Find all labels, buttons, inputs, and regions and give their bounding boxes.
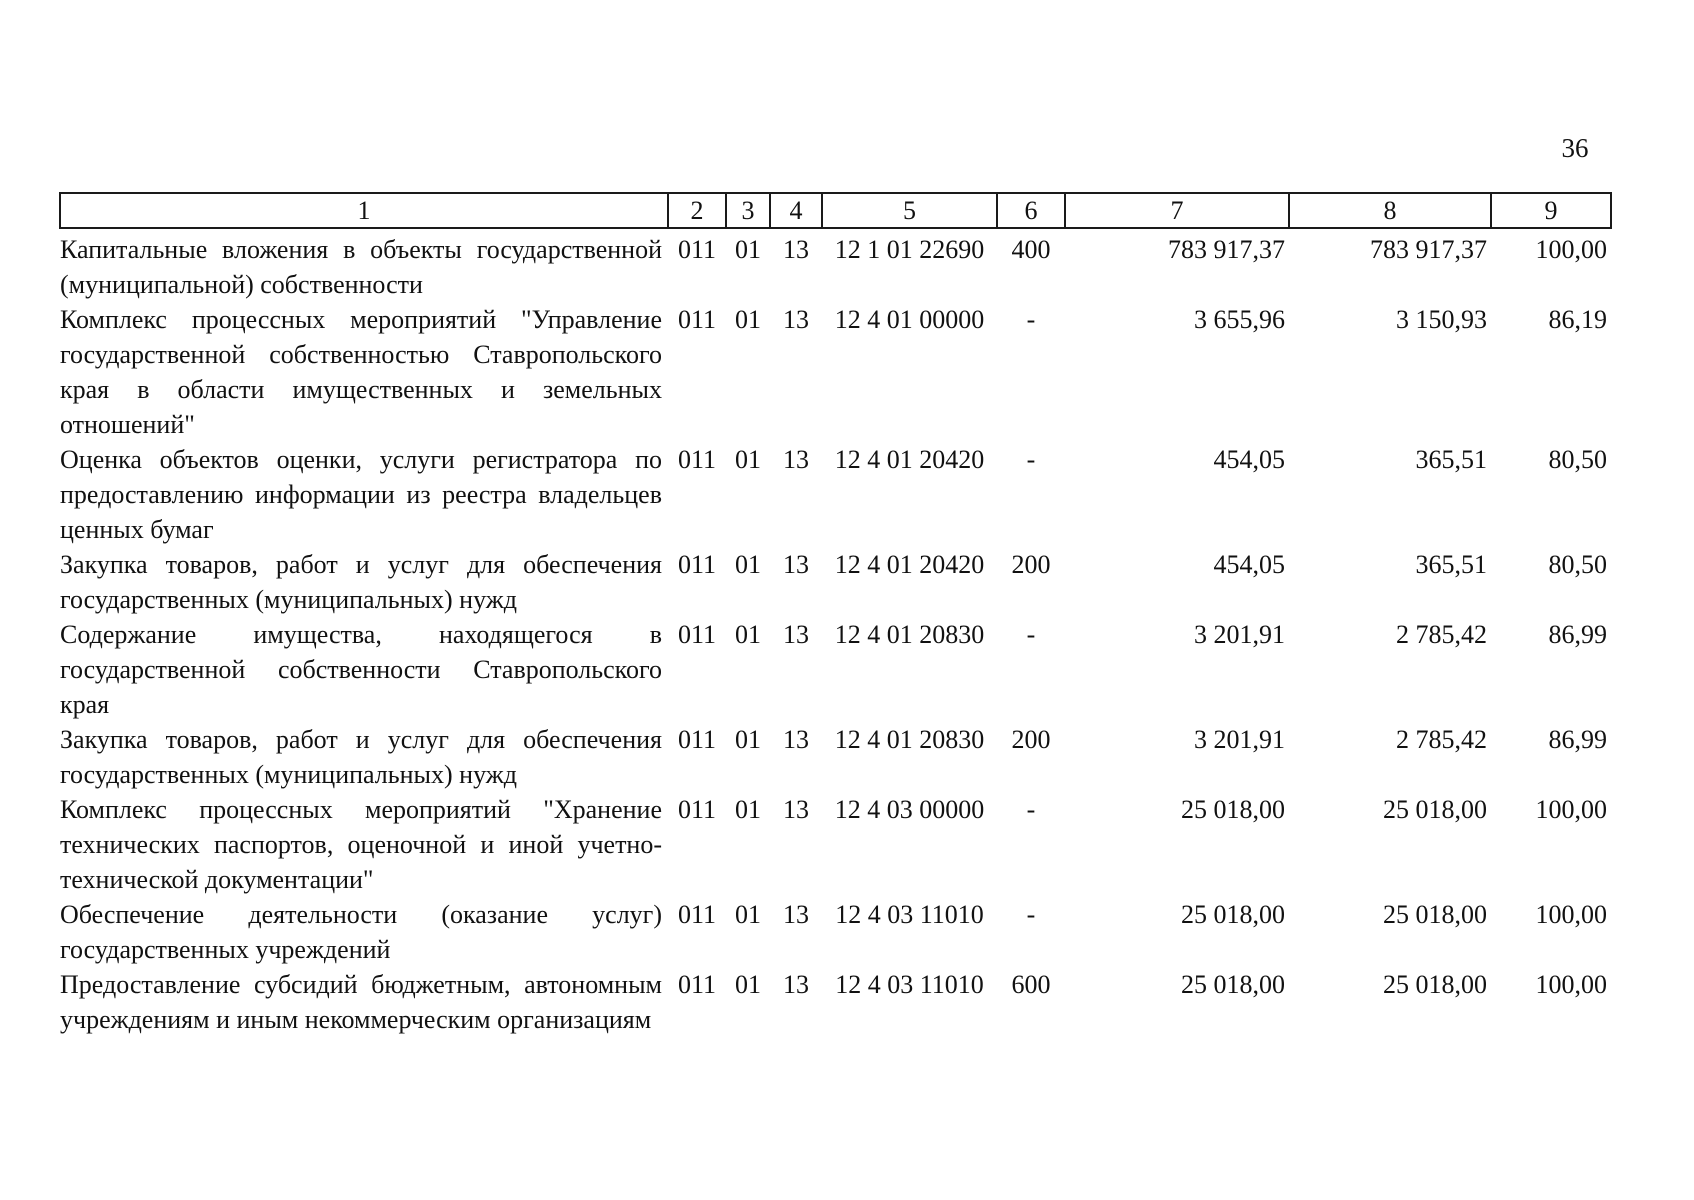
- row-name: Комплекс процессных мероприятий "Хранение технических паспортов, оценочной и иной учетно-технической документации": [60, 795, 662, 894]
- row-planned: 454,05: [1213, 445, 1285, 474]
- row-section: 01: [735, 795, 761, 824]
- row-name: Закупка товаров, работ и услуг для обеспечения государственных (муниципальных) нужд: [60, 550, 662, 614]
- column-header: 1: [60, 193, 668, 228]
- row-executed: 25 018,00: [1383, 970, 1487, 999]
- row-admin-code: 011: [677, 795, 717, 824]
- row-executed: 365,51: [1415, 445, 1487, 474]
- row-admin-code: 011: [677, 620, 717, 649]
- row-planned: 454,05: [1213, 550, 1285, 579]
- row-percent: 100,00: [1535, 795, 1607, 824]
- row-executed: 2 785,42: [1396, 725, 1487, 754]
- budget-table: [59, 192, 1612, 1037]
- row-planned: 3 201,91: [1194, 620, 1285, 649]
- row-section: 01: [735, 235, 761, 264]
- row-expense-type: 200: [1011, 725, 1051, 754]
- row-executed: 2 785,42: [1396, 620, 1487, 649]
- column-header: 4: [770, 193, 822, 228]
- row-name: Оценка объектов оценки, услуги регистратора по предоставлению информации из реестра владельцев ценных бумаг: [60, 445, 662, 544]
- row-target-article: 12 4 01 20420: [834, 550, 985, 579]
- row-expense-type: 600: [1011, 970, 1051, 999]
- row-executed: 365,51: [1415, 550, 1487, 579]
- row-name: Капитальные вложения в объекты государственной (муниципальной) собственности: [60, 235, 662, 299]
- row-target-article: 12 4 03 11010: [835, 900, 984, 929]
- row-executed: 3 150,93: [1396, 305, 1487, 334]
- row-executed: 783 917,37: [1370, 235, 1487, 264]
- row-admin-code: 011: [677, 445, 717, 474]
- row-expense-type: -: [1026, 620, 1036, 649]
- row-name: Содержание имущества, находящегося в государственной собственности Ставропольского края: [60, 620, 662, 719]
- row-section: 01: [735, 725, 761, 754]
- row-subsection: 13: [783, 235, 809, 264]
- row-planned: 25 018,00: [1181, 970, 1285, 999]
- table-row: [60, 722, 1611, 792]
- row-planned: 25 018,00: [1181, 900, 1285, 929]
- row-section: 01: [735, 900, 761, 929]
- row-subsection: 13: [783, 445, 809, 474]
- row-percent: 100,00: [1535, 235, 1607, 264]
- row-target-article: 12 4 01 20830: [834, 725, 985, 754]
- row-name: Обеспечение деятельности (оказание услуг) государственных учреждений: [60, 900, 662, 964]
- row-section: 01: [735, 620, 761, 649]
- column-header: 6: [997, 193, 1065, 228]
- row-percent: 100,00: [1535, 900, 1607, 929]
- header-row: [60, 193, 1611, 228]
- row-target-article: 12 4 03 00000: [834, 795, 985, 824]
- row-expense-type: -: [1026, 900, 1036, 929]
- row-subsection: 13: [783, 970, 809, 999]
- table-row: [60, 967, 1611, 1037]
- row-subsection: 13: [783, 620, 809, 649]
- row-planned: 3 201,91: [1194, 725, 1285, 754]
- row-section: 01: [735, 550, 761, 579]
- row-executed: 25 018,00: [1383, 795, 1487, 824]
- row-target-article: 12 4 03 11010: [835, 970, 984, 999]
- row-expense-type: -: [1026, 795, 1036, 824]
- page-number: 36: [1561, 133, 1589, 163]
- row-admin-code: 011: [677, 305, 717, 334]
- table-row: [60, 302, 1611, 442]
- row-section: 01: [735, 445, 761, 474]
- row-expense-type: 200: [1011, 550, 1051, 579]
- row-name: Закупка товаров, работ и услуг для обеспечения государственных (муниципальных) нужд: [60, 725, 662, 789]
- row-subsection: 13: [783, 795, 809, 824]
- row-target-article: 12 4 01 00000: [834, 305, 985, 334]
- column-header: 3: [726, 193, 770, 228]
- row-section: 01: [735, 305, 761, 334]
- table-row: [60, 442, 1611, 547]
- row-percent: 86,99: [1548, 725, 1607, 754]
- row-admin-code: 011: [677, 235, 717, 264]
- row-admin-code: 011: [677, 550, 717, 579]
- table-row: [60, 897, 1611, 967]
- row-admin-code: 011: [677, 725, 717, 754]
- row-executed: 25 018,00: [1383, 900, 1487, 929]
- row-percent: 80,50: [1548, 445, 1607, 474]
- row-section: 01: [735, 970, 761, 999]
- row-percent: 100,00: [1535, 970, 1607, 999]
- table-row: [60, 617, 1611, 722]
- table-row: [60, 547, 1611, 617]
- row-subsection: 13: [783, 550, 809, 579]
- table-row: [60, 792, 1611, 897]
- row-admin-code: 011: [677, 900, 717, 929]
- row-expense-type: 400: [1011, 235, 1051, 264]
- column-header: 8: [1289, 193, 1491, 228]
- table-row: [60, 228, 1611, 302]
- row-subsection: 13: [783, 900, 809, 929]
- column-header: 2: [668, 193, 726, 228]
- row-percent: 86,99: [1548, 620, 1607, 649]
- row-expense-type: -: [1026, 305, 1036, 334]
- row-expense-type: -: [1026, 445, 1036, 474]
- row-planned: 3 655,96: [1194, 305, 1285, 334]
- row-subsection: 13: [783, 725, 809, 754]
- row-target-article: 12 1 01 22690: [834, 235, 985, 264]
- row-name: Предоставление субсидий бюджетным, автономным учреждениям и иным некоммерческим организациям: [60, 970, 662, 1034]
- column-header: 5: [822, 193, 997, 228]
- column-header: 9: [1491, 193, 1611, 228]
- row-planned: 783 917,37: [1168, 235, 1285, 264]
- column-header: 7: [1065, 193, 1289, 228]
- row-name: Комплекс процессных мероприятий "Управление государственной собственностью Ставропольского края в области имущественных и земельных отношений": [60, 305, 662, 439]
- row-admin-code: 011: [677, 970, 717, 999]
- row-target-article: 12 4 01 20420: [834, 445, 985, 474]
- row-planned: 25 018,00: [1181, 795, 1285, 824]
- row-target-article: 12 4 01 20830: [834, 620, 985, 649]
- row-percent: 86,19: [1548, 305, 1607, 334]
- row-subsection: 13: [783, 305, 809, 334]
- row-percent: 80,50: [1548, 550, 1607, 579]
